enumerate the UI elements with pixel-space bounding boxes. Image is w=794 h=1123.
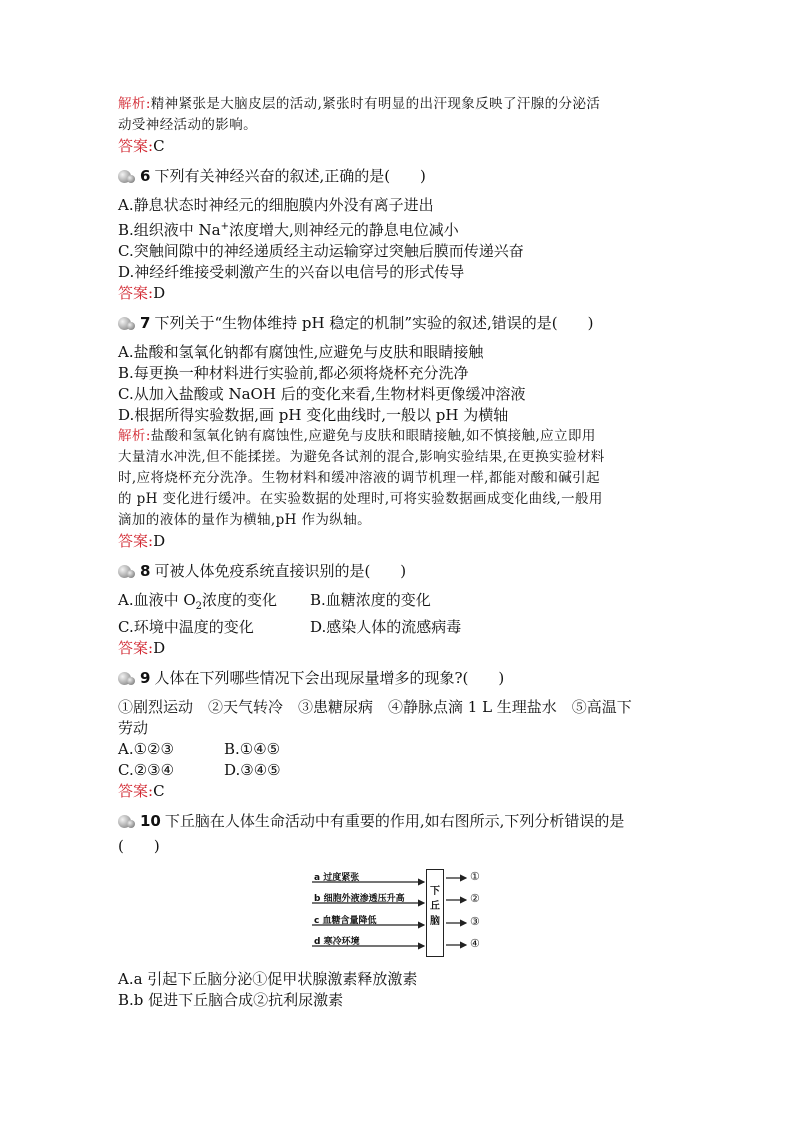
analysis-block: 解析:精神紧张是大脑皮层的活动,紧张时有明显的出汗现象反映了汗腺的分泌活: [118, 96, 601, 112]
option-row: [118, 760, 678, 781]
diagram-input-d: d 寒冷环境: [314, 937, 360, 947]
document-page: [118, 94, 678, 1011]
answer-value: C: [153, 137, 165, 155]
question-bullet-icon: [118, 316, 138, 330]
option-d: D.神经纤维接受刺激产生的兴奋以电信号的形式传导: [118, 263, 465, 281]
question-9-stem: [118, 667, 678, 689]
option-c: C.从加入盐酸或 NaOH 后的变化来看,生物材料更像缓冲溶液: [118, 385, 526, 403]
question-number: 7: [140, 314, 151, 332]
option-c: C.环境中温度的变化: [118, 618, 254, 636]
question-bullet-icon: [118, 564, 138, 578]
items-list: ①剧烈运动 ②天气转冷 ③患糖尿病 ④静脉点滴 1 L 生理盐水 ⑤高温下: [118, 698, 632, 716]
question-6-stem: [118, 165, 678, 187]
question-text: 下列有关神经兴奋的叙述,正确的是( ): [154, 167, 426, 185]
question-number: 8: [140, 562, 151, 580]
option-row: [118, 617, 678, 638]
hypothalamus-box: 下 丘 脑: [426, 869, 444, 957]
question-number: 6: [140, 167, 151, 185]
question-number: 9: [140, 669, 151, 687]
diagram-output-2: ②: [470, 892, 480, 905]
question-bullet-icon: [118, 671, 138, 685]
question-text: ( ): [118, 837, 160, 855]
question-text: 人体在下列哪些情况下会出现尿量增多的现象?( ): [154, 669, 505, 687]
option-row: [118, 739, 678, 760]
diagram-input-a: a 过度紧张: [314, 873, 360, 883]
option-a: A.血液中 $O_2$浓度的变化: [118, 591, 278, 612]
question-text: 可被人体免疫系统直接识别的是( ): [154, 562, 407, 580]
diagram-output-3: ③: [470, 915, 480, 928]
option-a: A.a 引起下丘脑分泌①促甲状腺激素释放激素: [118, 970, 418, 988]
option-b: B.①④⑤: [224, 740, 281, 758]
question-bullet-icon: [118, 814, 138, 828]
question-8-stem: [118, 560, 678, 582]
option-a: A.静息状态时神经元的细胞膜内外没有离子进出: [118, 196, 434, 214]
option-b: B.b 促进下丘脑合成②抗利尿激素: [118, 991, 344, 1009]
option-c: C.突触间隙中的神经递质经主动运输穿过突触后膜而传递兴奋: [118, 242, 524, 260]
question-number: 10: [140, 812, 161, 830]
analysis-text: 大量清水冲洗,但不能揉搓。为避免各试剂的混合,影响实验结果,在更换实验材料: [118, 449, 605, 465]
question-10-stem: [118, 810, 678, 832]
hypothalamus-diagram: [310, 867, 490, 963]
analysis-text: 精神紧张是大脑皮层的活动,紧张时有明显的出汗现象反映了汗腺的分泌活: [150, 96, 601, 112]
question-bullet-icon: [118, 169, 138, 183]
option-b: B.每更换一种材料进行实验前,都必须将烧杯充分洗净: [118, 364, 469, 382]
option-a: A.盐酸和氢氧化钠都有腐蚀性,应避免与皮肤和眼睛接触: [118, 343, 484, 361]
option-d: D.③④⑤: [224, 761, 281, 779]
diagram-output-1: ①: [470, 870, 480, 883]
option-c: C.②③④: [118, 761, 175, 779]
answer-line: 答案:C: [118, 137, 165, 155]
analysis-text: 动受神经活动的影响。: [118, 117, 257, 133]
option-b: B.血糖浓度的变化: [310, 591, 431, 609]
analysis-text: 时,应将烧杯充分洗净。生物材料和缓冲溶液的调节机理一样,都能对酸和碱引起: [118, 470, 600, 486]
analysis-block: 解析:盐酸和氢氧化钠有腐蚀性,应避免与皮肤和眼睛接触,如不慎接触,应立即用: [118, 428, 596, 444]
option-d: D.根据所得实验数据,画 pH 变化曲线时,一般以 pH 为横轴: [118, 406, 509, 424]
option-row: [118, 590, 678, 617]
diagram-input-b: b 细胞外液渗透压升高: [314, 894, 405, 904]
question-text: 下丘脑在人体生命活动中有重要的作用,如右图所示,下列分析错误的是: [164, 812, 625, 830]
answer-line: 答案:C: [118, 782, 165, 800]
option-d: D.感染人体的流感病毒: [310, 618, 462, 636]
answer-line: 答案:D: [118, 284, 166, 302]
option-a: A.①②③: [118, 740, 174, 758]
answer-line: 答案:D: [118, 639, 166, 657]
answer-line: 答案:D: [118, 532, 166, 550]
items-list: 劳动: [118, 719, 149, 737]
answer-label: 答案: [118, 137, 149, 155]
analysis-text: 的 pH 变化进行缓冲。在实验数据的处理时,可将实验数据画成变化曲线,一般用: [118, 491, 603, 507]
question-7-stem: [118, 312, 678, 334]
question-text: 下列关于“生物体维持 pH 稳定的机制”实验的叙述,错误的是( ): [154, 314, 594, 332]
diagram-input-c: c 血糖含量降低: [314, 916, 377, 926]
option-b: B.组织液中 Na+浓度增大,则神经元的静息电位减小: [118, 221, 459, 239]
analysis-label: 解析: [118, 96, 146, 112]
analysis-text: 滴加的液体的量作为横轴,pH 作为纵轴。: [118, 512, 371, 528]
diagram-output-4: ④: [470, 937, 480, 950]
